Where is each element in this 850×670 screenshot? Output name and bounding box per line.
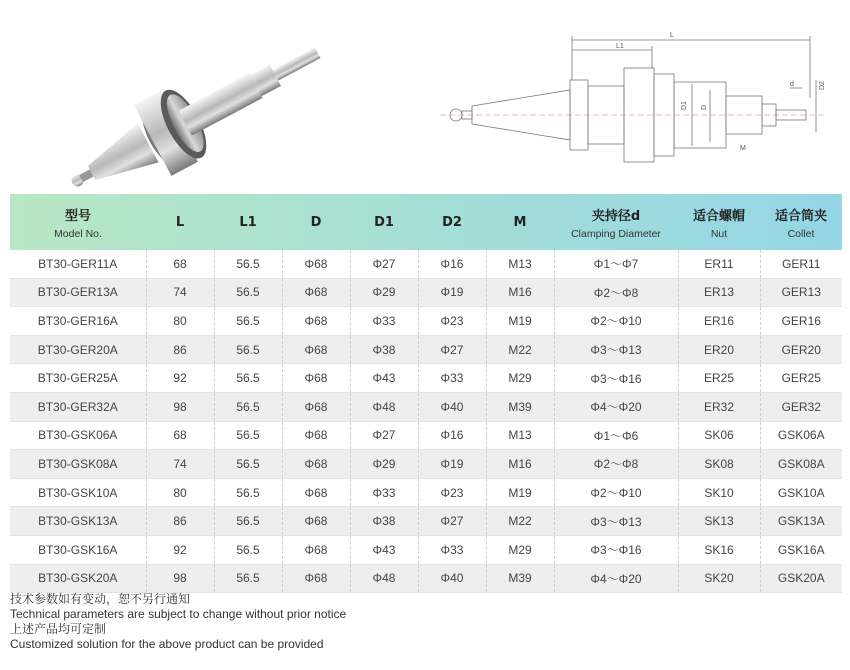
table-cell: M19 bbox=[486, 307, 554, 336]
table-cell: BT30-GSK16A bbox=[38, 542, 118, 557]
table-cell: M22 bbox=[486, 335, 554, 364]
table-cell: Φ1～Φ6 bbox=[554, 421, 678, 450]
technical-drawing bbox=[430, 18, 850, 198]
table-cell: Φ2～Φ10 bbox=[554, 478, 678, 507]
table-cell: BT30-GSK13A bbox=[38, 514, 118, 529]
table-cell: Φ2～Φ8 bbox=[554, 278, 678, 307]
table-cell: 98 bbox=[146, 392, 214, 421]
table-cell: Φ68 bbox=[282, 392, 350, 421]
table-cell: Φ27 bbox=[350, 421, 418, 450]
note-en-1: Technical parameters are subject to change without prior notice bbox=[10, 607, 347, 621]
table-cell: M13 bbox=[486, 421, 554, 450]
table-cell: GER20 bbox=[760, 335, 842, 364]
table-cell: Φ2～Φ8 bbox=[554, 450, 678, 479]
table-cell: Φ40 bbox=[418, 564, 486, 593]
table-cell: 68 bbox=[146, 421, 214, 450]
table-cell: Φ43 bbox=[350, 535, 418, 564]
table-cell: Φ33 bbox=[418, 535, 486, 564]
table-row bbox=[10, 564, 842, 593]
col-header-D: D bbox=[310, 214, 322, 230]
table-cell: GSK20A bbox=[760, 564, 842, 593]
spec-table bbox=[10, 194, 842, 593]
table-cell: Φ40 bbox=[418, 392, 486, 421]
col-header-clamping: 夹持径d Clamping Diameter bbox=[571, 208, 661, 240]
dim-label-D: D bbox=[701, 104, 708, 110]
table-cell: Φ3～Φ13 bbox=[554, 507, 678, 536]
table-cell: 56.5 bbox=[214, 507, 282, 536]
table-cell: Φ33 bbox=[350, 478, 418, 507]
table-cell: BT30-GER32A bbox=[37, 399, 118, 414]
col-header-nut: 适合螺帽 Nut bbox=[692, 208, 745, 240]
col-header-collet: 适合筒夹 Collet bbox=[774, 208, 827, 240]
table-row bbox=[10, 278, 842, 307]
note-zh-1: 技术参数如有变动，恕不另行通知 bbox=[10, 592, 191, 606]
table-cell: Φ33 bbox=[418, 364, 486, 393]
table-cell: M16 bbox=[486, 450, 554, 479]
table-cell: GSK06A bbox=[760, 421, 842, 450]
table-cell: Φ29 bbox=[350, 278, 418, 307]
table-row bbox=[10, 535, 842, 564]
table-row bbox=[10, 507, 842, 536]
table-row bbox=[10, 364, 842, 393]
table-cell: SK06 bbox=[678, 421, 760, 450]
table-cell: GSK16A bbox=[760, 535, 842, 564]
table-cell: BT30-GER13A bbox=[37, 285, 118, 300]
table-cell: Φ3～Φ16 bbox=[554, 535, 678, 564]
product-photo bbox=[30, 40, 350, 190]
table-cell: Φ27 bbox=[350, 250, 418, 278]
table-cell: ER32 bbox=[678, 392, 760, 421]
table-cell: Φ68 bbox=[282, 535, 350, 564]
table-cell: Φ68 bbox=[282, 335, 350, 364]
table-cell: 56.5 bbox=[214, 392, 282, 421]
table-row bbox=[10, 421, 842, 450]
dim-label-D1: D1 bbox=[681, 101, 688, 110]
table-cell: ER20 bbox=[678, 335, 760, 364]
table-cell: BT30-GSK08A bbox=[38, 456, 118, 471]
table-cell: 56.5 bbox=[214, 421, 282, 450]
table-row bbox=[10, 335, 842, 364]
table-cell: M39 bbox=[486, 392, 554, 421]
table-cell: Φ48 bbox=[350, 392, 418, 421]
table-cell: BT30-GSK20A bbox=[38, 571, 118, 586]
table-cell: BT30-GSK06A bbox=[38, 428, 118, 443]
table-cell: SK08 bbox=[678, 450, 760, 479]
table-cell: SK16 bbox=[678, 535, 760, 564]
table-cell: Φ23 bbox=[418, 307, 486, 336]
table-cell: 56.5 bbox=[214, 250, 282, 278]
table-cell: ER11 bbox=[678, 250, 760, 278]
table-cell: Φ38 bbox=[350, 507, 418, 536]
table-cell: Φ4～Φ20 bbox=[554, 564, 678, 593]
table-cell: Φ68 bbox=[282, 478, 350, 507]
table-cell: SK20 bbox=[678, 564, 760, 593]
table-cell: GER11 bbox=[760, 250, 842, 278]
table-header-row bbox=[10, 194, 842, 250]
table-cell: SK10 bbox=[678, 478, 760, 507]
table-cell: Φ43 bbox=[350, 364, 418, 393]
table-cell: ER13 bbox=[678, 278, 760, 307]
table-cell: BT30-GSK10A bbox=[38, 485, 118, 500]
table-cell: Φ38 bbox=[350, 335, 418, 364]
table-cell: Φ68 bbox=[282, 421, 350, 450]
table-cell: Φ27 bbox=[418, 335, 486, 364]
table-cell: Φ33 bbox=[350, 307, 418, 336]
notes bbox=[10, 592, 346, 652]
table-cell: 80 bbox=[146, 478, 214, 507]
table-cell: 92 bbox=[146, 535, 214, 564]
table-cell: ER25 bbox=[678, 364, 760, 393]
table-cell: M19 bbox=[486, 478, 554, 507]
note-en-2: Customized solution for the above product can be provided bbox=[10, 637, 324, 651]
table-cell: M39 bbox=[486, 564, 554, 593]
table-cell: Φ1～Φ7 bbox=[554, 250, 678, 278]
table-cell: 56.5 bbox=[214, 450, 282, 479]
table-cell: Φ2～Φ10 bbox=[554, 307, 678, 336]
table-cell: GSK13A bbox=[760, 507, 842, 536]
table-cell: 56.5 bbox=[214, 535, 282, 564]
table-cell: Φ19 bbox=[418, 450, 486, 479]
table-cell: ER16 bbox=[678, 307, 760, 336]
dim-label-L1: L1 bbox=[616, 43, 624, 50]
table-cell: Φ4～Φ20 bbox=[554, 392, 678, 421]
col-header-L1: L1 bbox=[239, 214, 257, 230]
table-cell: GER25 bbox=[760, 364, 842, 393]
table-cell: M29 bbox=[486, 364, 554, 393]
col-header-model: 型号 Model No. bbox=[54, 208, 102, 240]
table-row bbox=[10, 450, 842, 479]
table-cell: Φ68 bbox=[282, 250, 350, 278]
table-cell: Φ16 bbox=[418, 421, 486, 450]
table-cell: Φ27 bbox=[418, 507, 486, 536]
table-cell: Φ23 bbox=[418, 478, 486, 507]
table-cell: Φ48 bbox=[350, 564, 418, 593]
table-cell: GER16 bbox=[760, 307, 842, 336]
table-cell: Φ19 bbox=[418, 278, 486, 307]
table-cell: Φ68 bbox=[282, 278, 350, 307]
table-cell: 56.5 bbox=[214, 307, 282, 336]
table-cell: 74 bbox=[146, 450, 214, 479]
table-cell: BT30-GER16A bbox=[37, 313, 118, 328]
table-cell: M16 bbox=[486, 278, 554, 307]
dim-label-D2: D2 bbox=[819, 81, 826, 90]
table-row bbox=[10, 478, 842, 507]
table-cell: GSK10A bbox=[760, 478, 842, 507]
table-cell: Φ3～Φ13 bbox=[554, 335, 678, 364]
table-row bbox=[10, 392, 842, 421]
col-header-L: L bbox=[175, 214, 185, 230]
table-cell: BT30-GER25A bbox=[37, 371, 118, 386]
table-cell: M13 bbox=[486, 250, 554, 278]
table-cell: 56.5 bbox=[214, 278, 282, 307]
table-cell: 74 bbox=[146, 278, 214, 307]
table-row bbox=[10, 307, 842, 336]
table-cell: 86 bbox=[146, 507, 214, 536]
dim-label-d: d bbox=[790, 81, 794, 88]
table-cell: Φ68 bbox=[282, 507, 350, 536]
col-header-M: M bbox=[513, 214, 527, 230]
table-cell: BT30-GER11A bbox=[38, 256, 118, 271]
table-cell: Φ16 bbox=[418, 250, 486, 278]
table-cell: 80 bbox=[146, 307, 214, 336]
col-header-D1: D1 bbox=[374, 214, 394, 230]
table-cell: 98 bbox=[146, 564, 214, 593]
table-cell: Φ29 bbox=[350, 450, 418, 479]
table-row bbox=[10, 250, 842, 278]
dim-label-L: L bbox=[670, 32, 674, 39]
table-cell: GER13 bbox=[760, 278, 842, 307]
table-cell: M22 bbox=[486, 507, 554, 536]
table-cell: 68 bbox=[146, 250, 214, 278]
table-cell: GSK08A bbox=[760, 450, 842, 479]
table-cell: SK13 bbox=[678, 507, 760, 536]
table-cell: 92 bbox=[146, 364, 214, 393]
table-cell: Φ68 bbox=[282, 307, 350, 336]
table-cell: Φ68 bbox=[282, 564, 350, 593]
table-cell: BT30-GER20A bbox=[37, 342, 118, 357]
col-header-D2: D2 bbox=[442, 214, 462, 230]
table-cell: M29 bbox=[486, 535, 554, 564]
dim-label-M: M bbox=[740, 145, 746, 152]
table-cell: 56.5 bbox=[214, 478, 282, 507]
table-cell: GER32 bbox=[760, 392, 842, 421]
table-cell: 86 bbox=[146, 335, 214, 364]
table-cell: Φ68 bbox=[282, 364, 350, 393]
table-cell: Φ68 bbox=[282, 450, 350, 479]
table-cell: Φ3～Φ16 bbox=[554, 364, 678, 393]
table-cell: 56.5 bbox=[214, 364, 282, 393]
table-cell: 56.5 bbox=[214, 564, 282, 593]
note-zh-2: 上述产品均可定制 bbox=[10, 622, 107, 636]
table-cell: 56.5 bbox=[214, 335, 282, 364]
